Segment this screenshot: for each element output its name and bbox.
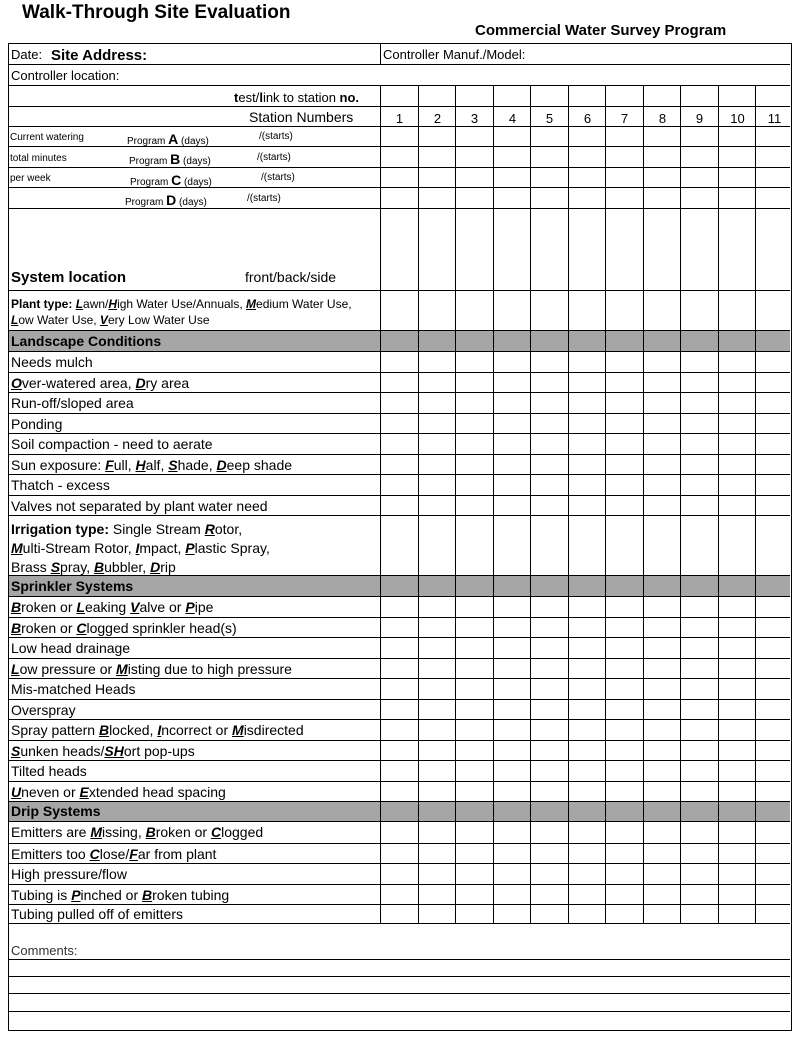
test-link-label: test/link to station no. [234, 90, 360, 105]
station-numbers-row [9, 107, 790, 127]
station-number: 10 [730, 111, 745, 126]
station-number: 8 [658, 111, 667, 126]
total-minutes-label: total minutes [10, 153, 67, 164]
sprinkler-item-label: Mis-matched Heads [11, 681, 136, 697]
controller-location-row [9, 65, 790, 86]
station-number: 5 [545, 111, 554, 126]
station-column-line [568, 86, 569, 924]
station-number: 4 [508, 111, 517, 126]
sprinkler-row [9, 618, 790, 638]
page-title: Walk-Through Site Evaluation [22, 2, 291, 23]
comments-line[interactable] [9, 960, 790, 977]
system-location-options: front/back/side [245, 269, 337, 285]
program-b-starts: /(starts) [257, 152, 291, 163]
plant-type-row [9, 291, 790, 331]
drip-item-label: Tubing pulled off of emitters [11, 906, 183, 922]
drip-row [9, 885, 790, 905]
drip-row [9, 844, 790, 864]
landscape-row [9, 352, 790, 373]
sprinkler-row [9, 741, 790, 761]
per-week-label: per week [10, 173, 51, 184]
comments-line[interactable] [9, 943, 790, 960]
sprinkler-row [9, 597, 790, 618]
controller-model-label[interactable]: Controller Manuf./Model: [383, 47, 526, 62]
date-label[interactable]: Date: [11, 47, 43, 62]
landscape-row [9, 373, 790, 393]
station-number: 6 [583, 111, 592, 126]
station-column-line [605, 86, 606, 924]
drip-section-title: Drip Systems [11, 803, 101, 819]
program-row-c [9, 168, 790, 188]
station-number: 1 [395, 111, 404, 126]
system-location-label: System location [11, 269, 127, 286]
landscape-item-label: Run-off/sloped area [11, 395, 134, 411]
program-c-label: Program C (days) [130, 172, 212, 188]
test-link-row [9, 86, 790, 107]
drip-section-header [9, 802, 790, 822]
system-location-row [9, 209, 790, 291]
sprinkler-item-label: Low head drainage [11, 640, 131, 656]
comments-line[interactable] [9, 977, 790, 994]
landscape-row [9, 496, 790, 516]
program-row-a [9, 127, 790, 147]
sprinkler-row [9, 720, 790, 741]
station-column-line [530, 86, 531, 924]
drip-item-label: Tubing is Pinched or Broken tubing [11, 887, 230, 903]
drip-row [9, 905, 790, 924]
program-a-label: Program A (days) [127, 131, 209, 147]
sprinkler-row [9, 782, 790, 802]
sprinkler-section-header [9, 576, 790, 597]
program-row-b [9, 147, 790, 168]
station-column-line [643, 86, 644, 924]
sprinkler-item-label: Overspray [11, 702, 76, 718]
program-d-starts: /(starts) [247, 193, 281, 204]
divider [380, 44, 381, 65]
station-number: 2 [433, 111, 442, 126]
program-b-label: Program B (days) [129, 151, 211, 167]
landscape-row [9, 455, 790, 475]
sprinkler-row [9, 679, 790, 700]
comments-label: Comments: [11, 943, 78, 958]
drip-item-label: Emitters too Close/Far from plant [11, 846, 217, 862]
sprinkler-item-label: Uneven or Extended head spacing [11, 784, 226, 800]
landscape-row [9, 475, 790, 496]
station-column-line [455, 86, 456, 924]
sprinkler-item-label: Broken or Clogged sprinkler head(s) [11, 620, 237, 636]
sprinkler-row [9, 638, 790, 659]
landscape-item-label: Soil compaction - need to aerate [11, 436, 213, 452]
sprinkler-item-label: Low pressure or Misting due to high pressure [11, 661, 292, 677]
comments-line[interactable] [9, 994, 790, 1012]
sprinkler-row [9, 700, 790, 720]
landscape-item-label: Needs mulch [11, 354, 93, 370]
sprinkler-section-title: Sprinkler Systems [11, 578, 134, 594]
evaluation-form [8, 43, 792, 1031]
sprinkler-row [9, 659, 790, 679]
drip-item-label: Emitters are Missing, Broken or Clogged [11, 824, 264, 840]
sprinkler-item-label: Broken or Leaking Valve or Pipe [11, 599, 214, 615]
station-number: 7 [620, 111, 629, 126]
landscape-row [9, 414, 790, 434]
drip-row [9, 864, 790, 885]
station-number: 9 [695, 111, 704, 126]
drip-item-label: High pressure/flow [11, 866, 127, 882]
landscape-row [9, 434, 790, 455]
station-number: 11 [767, 111, 782, 126]
program-a-starts: /(starts) [259, 131, 293, 142]
sprinkler-row [9, 761, 790, 782]
sprinkler-item-label: Spray pattern Blocked, Incorrect or Misdirected [11, 722, 304, 738]
station-column-line [755, 86, 756, 924]
drip-row [9, 822, 790, 844]
program-row-d [9, 188, 790, 209]
landscape-item-label: Over-watered area, Dry area [11, 375, 190, 391]
station-column-line [418, 86, 419, 924]
date-address-row [9, 44, 790, 65]
station-column-line [718, 86, 719, 924]
irrigation-type-text: Irrigation type: Single Stream Rotor, Multi-Stream Rotor, Impact, Plastic Spray, Brass Spray, Bubbler, Drip [11, 521, 270, 575]
landscape-item-label: Sun exposure: Full, Half, Shade, Deep shade [11, 457, 293, 473]
landscape-section-title: Landscape Conditions [11, 333, 162, 349]
sprinkler-item-label: Sunken heads/SHort pop-ups [11, 743, 195, 759]
station-column-line [680, 86, 681, 924]
current-watering-label: Current watering [10, 132, 84, 143]
landscape-item-label: Ponding [11, 416, 63, 432]
landscape-row [9, 393, 790, 414]
sprinkler-item-label: Tilted heads [11, 763, 87, 779]
program-d-label: Program D (days) [125, 192, 207, 208]
station-numbers-label: Station Numbers [249, 109, 354, 125]
program-c-starts: /(starts) [261, 172, 295, 183]
station-column-line [493, 86, 494, 924]
landscape-item-label: Thatch - excess [11, 477, 110, 493]
plant-type-text: Plant type: Lawn/High Water Use/Annuals, Medium Water Use, Low Water Use, Very Low Water Use [11, 297, 352, 327]
landscape-section-header [9, 331, 790, 352]
irrigation-type-row [9, 516, 790, 576]
program-title: Commercial Water Survey Program [475, 22, 727, 39]
controller-location-label[interactable]: Controller location: [11, 68, 120, 83]
site-address-label[interactable]: Site Address: [51, 47, 148, 64]
landscape-item-label: Valves not separated by plant water need [11, 498, 268, 514]
station-column-line [380, 86, 381, 924]
station-number: 3 [470, 111, 479, 126]
